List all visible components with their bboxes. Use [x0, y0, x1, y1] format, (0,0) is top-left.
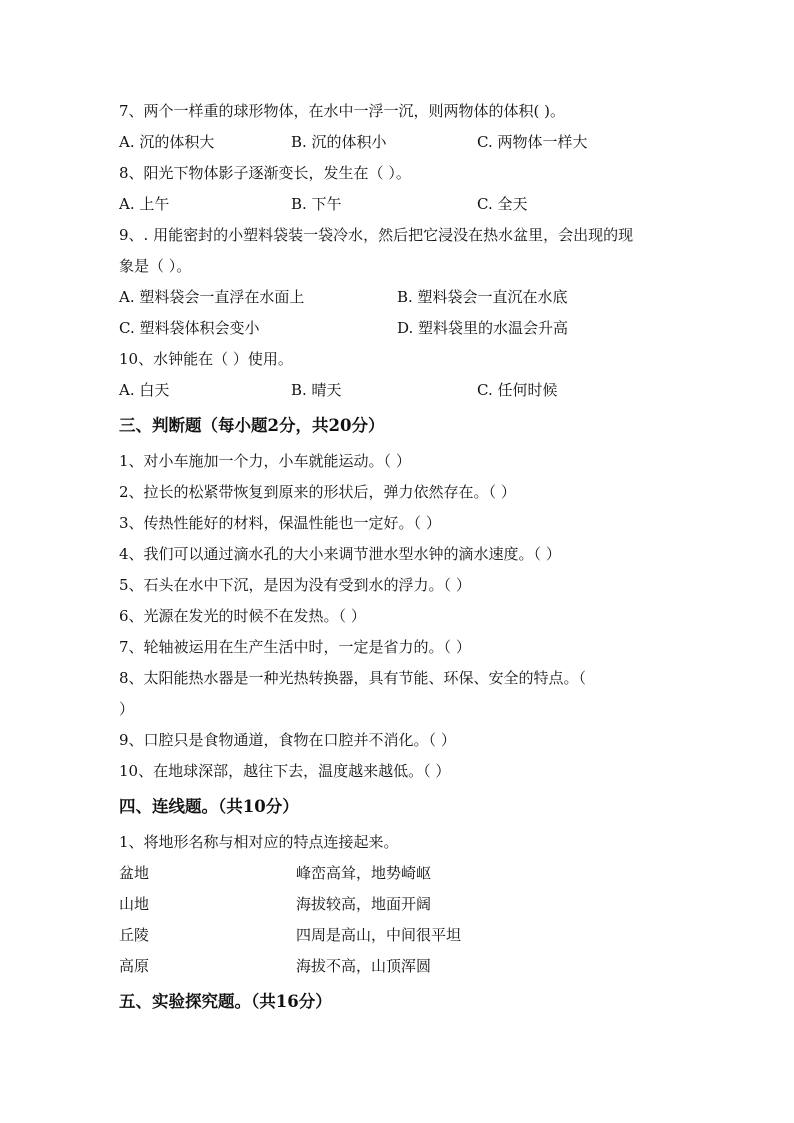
judge-item-4: 4、我们可以通过滴水孔的大小来调节泄水型水钟的滴水速度。（ ）: [119, 545, 561, 563]
option-b: B. 塑料袋会一直沉在水底: [397, 288, 568, 306]
judge-item-10: 10、在地球深部，越往下去，温度越来越低。（ ）: [119, 762, 451, 780]
question-9-options-row1: [119, 282, 699, 313]
judge-item-2: 2、拉长的松紧带恢复到原来的形状后，弹力依然存在。（ ）: [119, 483, 516, 501]
landform-feature: 四周是高山，中间很平坦: [296, 926, 462, 944]
judge-item-7: 7、轮轴被运用在生产生活中时，一定是省力的。（ ）: [119, 638, 471, 656]
judge-item-8-line1: 8、太阳能热水器是一种光热转换器，具有节能、环保、安全的特点。（: [119, 669, 587, 687]
landform-feature: 峰峦高耸，地势崎岖: [296, 864, 432, 882]
option-a: A. 白天: [119, 381, 170, 399]
judge-item-8-line2: ）: [119, 700, 135, 718]
section-5-title: 五、实验探究题。（共16分）: [119, 992, 332, 1011]
question-10-stem: 10、水钟能在（ ）使用。: [119, 350, 293, 368]
exam-page: [119, 96, 699, 1022]
question-9-stem-line2: 象是（ ）。: [119, 257, 192, 275]
option-c: C. 全天: [477, 195, 528, 213]
landform-name: 高原: [119, 957, 150, 975]
question-8-stem: 8、阳光下物体影子逐渐变长，发生在（ ）。: [119, 164, 411, 182]
matching-row: [119, 889, 699, 920]
option-b: B. 晴天: [291, 381, 342, 399]
question-7-stem: 7、两个一样重的球形物体，在水中一浮一沉，则两物体的体积( )。: [119, 102, 566, 120]
question-9-options-row2: [119, 313, 699, 344]
section-4-title: 四、连线题。（共10分）: [119, 797, 299, 816]
option-b: B. 下午: [291, 195, 342, 213]
judge-item-9: 9、口腔只是食物通道，食物在口腔并不消化。（ ）: [119, 731, 456, 749]
question-10-options: [119, 375, 699, 406]
judge-item-3: 3、传热性能好的材料，保温性能也一定好。（ ）: [119, 514, 441, 532]
judge-item-5: 5、石头在水中下沉，是因为没有受到水的浮力。（ ）: [119, 576, 471, 594]
matching-row: [119, 858, 699, 889]
option-a: A. 塑料袋会一直浮在水面上: [119, 288, 305, 306]
option-d: D. 塑料袋里的水温会升高: [397, 319, 569, 337]
option-c: C. 塑料袋体积会变小: [119, 319, 260, 337]
section-3-title: 三、判断题（每小题2分，共20分）: [119, 416, 385, 435]
landform-feature: 海拔不高，山顶浑圆: [296, 957, 432, 975]
landform-name: 山地: [119, 895, 150, 913]
option-b: B. 沉的体积小: [291, 133, 387, 151]
judge-item-1: 1、对小车施加一个力，小车就能运动。（ ）: [119, 452, 411, 470]
question-8-options: [119, 189, 699, 220]
question-9-stem-line1: 9、. 用能密封的小塑料袋装一袋冷水，然后把它浸没在热水盆里，会出现的现: [119, 226, 634, 244]
matching-row: [119, 920, 699, 951]
option-a: A. 沉的体积大: [119, 133, 215, 151]
question-7-options: [119, 127, 699, 158]
option-c: C. 任何时候: [477, 381, 558, 399]
matching-row: [119, 951, 699, 982]
landform-name: 丘陵: [119, 926, 150, 944]
judge-item-6: 6、光源在发光的时候不在发热。（ ）: [119, 607, 366, 625]
landform-feature: 海拔较高，地面开阔: [296, 895, 432, 913]
landform-name: 盆地: [119, 864, 150, 882]
option-a: A. 上午: [119, 195, 170, 213]
option-c: C. 两物体一样大: [477, 133, 588, 151]
matching-question-1-stem: 1、将地形名称与相对应的特点连接起来。: [119, 833, 399, 851]
